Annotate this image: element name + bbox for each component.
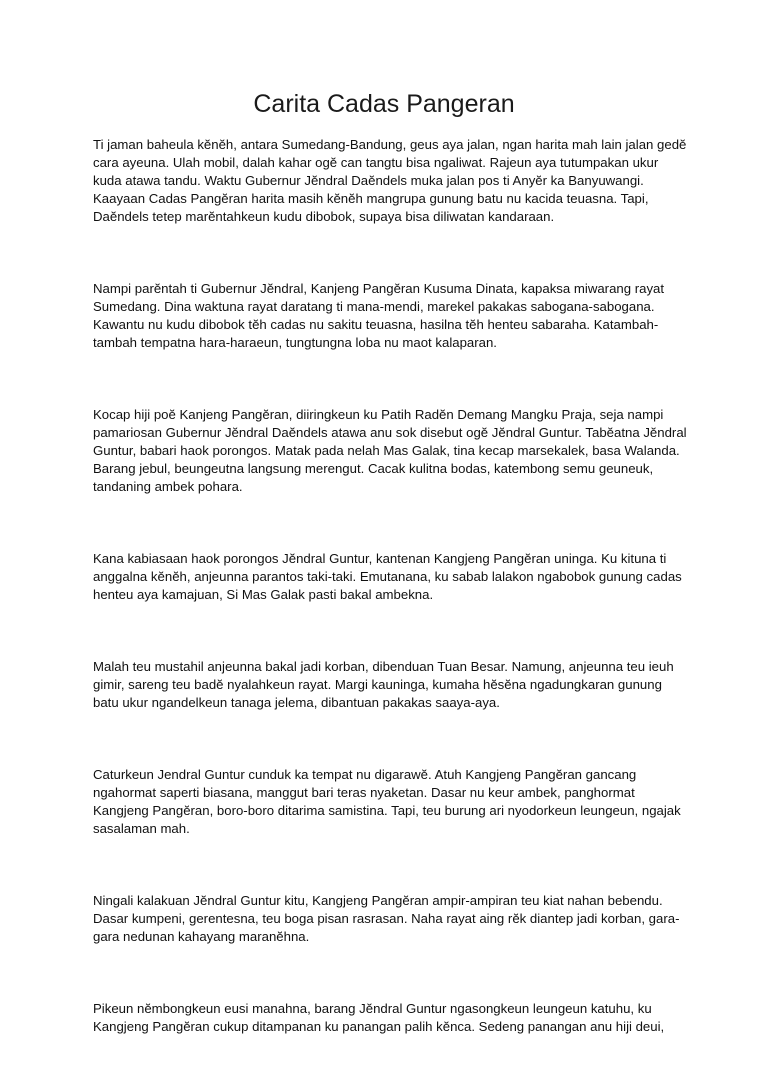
- paragraph-line: Ti jaman baheula kĕnĕh, antara Sumedang-Bandung, geus aya jalan, ngan harita mah lain jalan gedĕ: [93, 137, 687, 152]
- paragraph-7: [93, 892, 683, 946]
- paragraph-line: Barang jebul, beungeutna langsung merengut. Cacak kulitna bodas, katembong semu geuneuk,: [93, 461, 654, 476]
- paragraph-line: tambah tempatna hara-haraeun, tungtungna loba nu maot kalaparan.: [93, 335, 497, 350]
- paragraph-line: Sumedang. Dina waktuna rayat daratang ti mana-mendi, marekel pakakas sabogana-sabogana.: [93, 299, 655, 314]
- paragraph-line: pamariosan Gubernur Jĕndral Daĕndels atawa anu sok disebut ogĕ Jĕndral Guntur. Tabĕatna Jĕndral: [93, 425, 687, 440]
- paragraph-line: cara ayeuna. Ulah mobil, dalah kahar ogĕ can tangtu bisa ngaliwat. Rajeun aya tutumpakan ukur: [93, 155, 659, 170]
- paragraph-line: Daĕndels tetep marĕntahkeun kudu dibobok, supaya bisa diliwatan kandaraan.: [93, 209, 555, 224]
- paragraph-line: ngahormat saperti biasana, manggut bari teras nyaketan. Dasar nu keur ambek, panghormat: [93, 785, 635, 800]
- paragraph-line: kuda atawa tandu. Waktu Gubernur Jĕndral Daĕndels muka jalan pos ti Anyĕr ka Banyuwangi.: [93, 173, 644, 188]
- paragraph-line: Malah teu mustahil anjeunna bakal jadi korban, dibenduan Tuan Besar. Namung, anjeunna teu ieuh: [93, 659, 674, 674]
- paragraph-line: tandaning ambek pohara.: [93, 479, 243, 494]
- paragraph-1: [93, 136, 687, 226]
- paragraph-line: batu ukur ngandelkeun tanaga jelema, dibantuan pakakas saaya-aya.: [93, 695, 500, 710]
- paragraph-line: Dasar kumpeni, gerentesna, teu boga pisan rasrasan. Naha rayat aing rĕk diantep jadi korban, gara-: [93, 911, 680, 926]
- document-body: [93, 136, 687, 1090]
- paragraph-2: [93, 280, 683, 352]
- paragraph-8: [93, 1000, 683, 1036]
- paragraph-line: gimir, sareng teu badĕ nyalahkeun rayat. Margi kauninga, kumaha hĕsĕna ngadungkaran gunung: [93, 677, 662, 692]
- paragraph-line: gara nedunan kahayang maranĕhna.: [93, 929, 310, 944]
- paragraph-6: [93, 766, 683, 838]
- paragraph-line: sasalaman mah.: [93, 821, 190, 836]
- paragraph-4: [93, 550, 683, 604]
- paragraph-line: Kaayaan Cadas Pangĕran harita masih kĕnĕh mangrupa gunung batu nu kacida teuasna. Tapi,: [93, 191, 649, 206]
- paragraph-line: anggalna kĕnĕh, anjeunna parantos taki-taki. Emutanana, ku sabab lalakon ngabobok gunung cadas: [93, 569, 682, 584]
- paragraph-line: Ningali kalakuan Jĕndral Guntur kitu, Kangjeng Pangĕran ampir-ampiran teu kiat nahan bebendu.: [93, 893, 663, 908]
- paragraph-line: Guntur, babari haok porongos. Matak pada nelah Mas Galak, tina kecap marsekalek, basa Walanda.: [93, 443, 680, 458]
- paragraph-line: Kangjeng Pangĕran, boro-boro ditarima samistina. Tapi, teu burung ari nyodorkeun leungeun, ngajak: [93, 803, 681, 818]
- paragraph-line: Kocap hiji poĕ Kanjeng Pangĕran, diiringkeun ku Patih Radĕn Demang Mangku Praja, seja nampi: [93, 407, 664, 422]
- paragraph-3: [93, 406, 687, 496]
- paragraph-line: Kangjeng Pangĕran cukup ditampanan ku panangan palih kĕnca. Sedeng panangan anu hiji deui,: [93, 1019, 665, 1034]
- paragraph-line: Nampi parĕntah ti Gubernur Jĕndral, Kanjeng Pangĕran Kusuma Dinata, kapaksa miwarang rayat: [93, 281, 665, 296]
- document-title: Carita Cadas Pangeran: [253, 90, 515, 118]
- paragraph-line: Kana kabiasaan haok porongos Jĕndral Guntur, kantenan Kangjeng Pangĕran uninga. Ku kituna ti: [93, 551, 667, 566]
- paragraph-line: Kawantu nu kudu dibobok tĕh cadas nu sakitu teuasna, hasilna tĕh henteu sabaraha. Katambah-: [93, 317, 659, 332]
- paragraph-5: [93, 658, 683, 712]
- paragraph-line: Pikeun nĕmbongkeun eusi manahna, barang Jĕndral Guntur ngasongkeun leungeun katuhu, ku: [93, 1001, 652, 1016]
- paragraph-line: Caturkeun Jendral Guntur cunduk ka tempat nu digarawĕ. Atuh Kangjeng Pangĕran gancang: [93, 767, 637, 782]
- paragraph-line: henteu aya kamajuan, Si Mas Galak pasti bakal ambekna.: [93, 587, 434, 602]
